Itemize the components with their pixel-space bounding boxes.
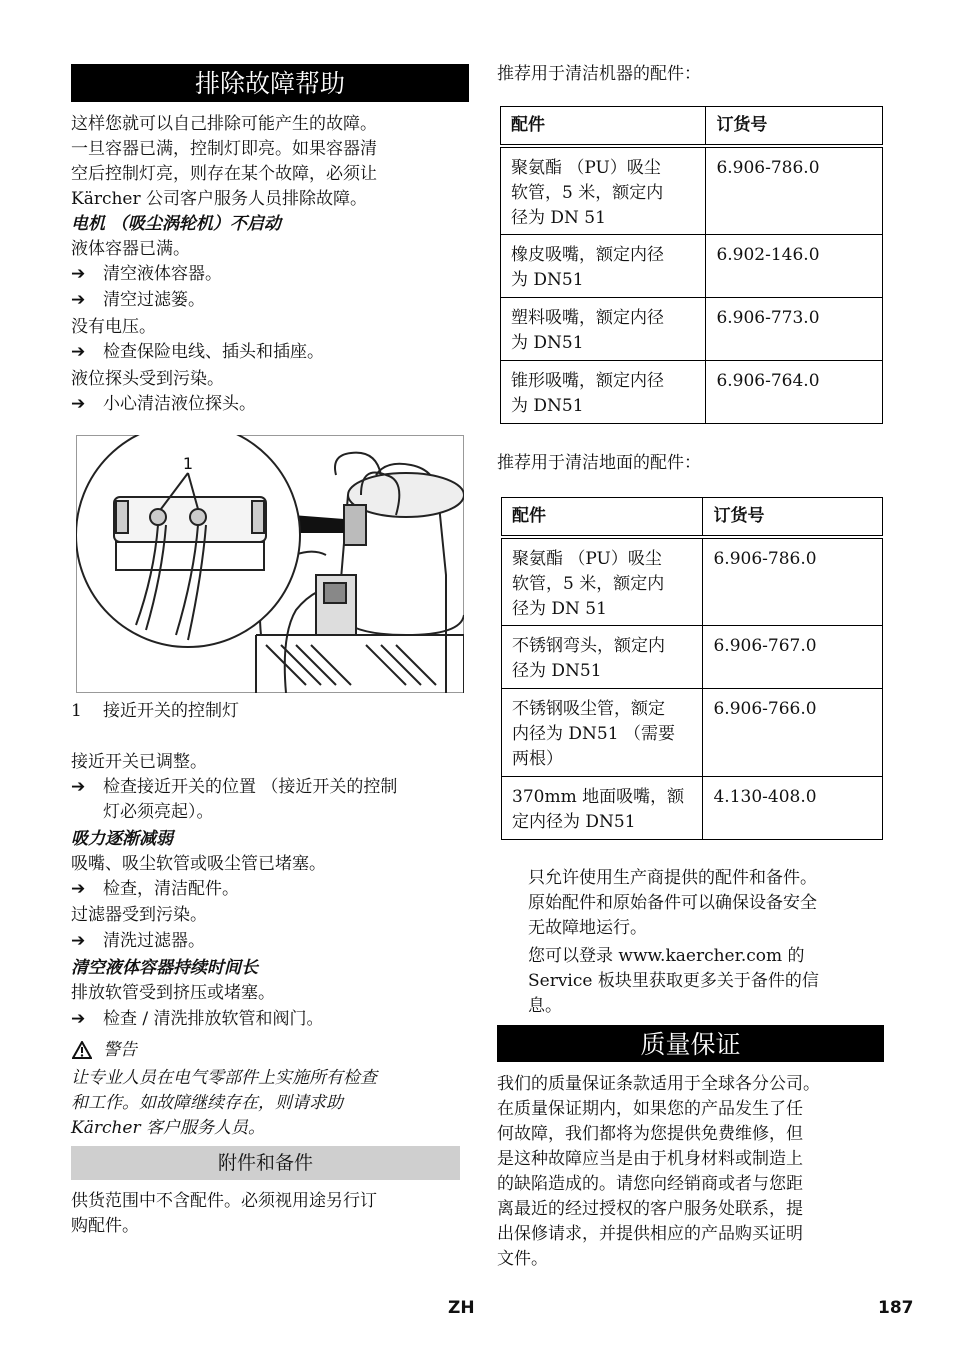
- arrow-icon: ➔: [71, 264, 86, 284]
- action-check-accessories: 检查，清洁配件。: [103, 879, 239, 899]
- order-cell: 6.906-786.0: [706, 146, 883, 234]
- cause-probe: 液位探头受到污染。: [71, 369, 224, 389]
- cause-blocked: 吸嘴、吸尘软管或吸尘管已堵塞。: [71, 854, 326, 874]
- accessories-intro-2: 购配件。: [71, 1216, 139, 1236]
- col-order-header: 订货号: [706, 107, 883, 147]
- arrow-icon: ➔: [71, 394, 86, 414]
- note-line-1: 只允许使用生产商提供的配件和备件。: [528, 868, 817, 888]
- warranty-line-6: 离最近的经过授权的客户服务处联系，提: [497, 1199, 803, 1219]
- table-row: [502, 537, 883, 625]
- col-part-header: 配件: [501, 107, 706, 147]
- warranty-line-3: 何故障，我们都将为您提供免费维修，但: [497, 1124, 803, 1144]
- emptying-heading: 清空液体容器持续时间长: [71, 958, 258, 978]
- arrow-icon: ➔: [71, 931, 86, 951]
- part-cell: 不锈钢弯头，额定内 径为 DN51: [502, 625, 703, 688]
- warranty-line-5: 的缺陷造成的。请您向经销商或者与您距: [497, 1174, 803, 1194]
- note-line-2: 原始配件和原始备件可以确保设备安全: [528, 893, 817, 913]
- note-line-3: 无故障地运行。: [528, 918, 647, 938]
- order-cell: 6.906-773.0: [706, 297, 883, 360]
- warranty-line-1: 我们的质量保证条款适用于全球各分公司。: [497, 1074, 820, 1094]
- part-cell: 锥形吸嘴，额定内径 为 DN51: [501, 360, 706, 423]
- col-part-header: 配件: [502, 498, 703, 538]
- arrow-icon: ➔: [71, 342, 86, 362]
- intro-line-4: Kärcher 公司客户服务人员排除故障。: [71, 189, 368, 209]
- cause-full: 液体容器已满。: [71, 239, 190, 259]
- caption-number: 1: [71, 701, 82, 721]
- intro-line-3: 空后控制灯亮，则存在某个故障，必须让: [71, 164, 377, 184]
- arrow-icon: ➔: [71, 290, 86, 310]
- caption-text: 接近开关的控制灯: [103, 701, 239, 721]
- action-clean-probe: 小心清洁液位探头。: [103, 394, 256, 414]
- arrow-icon: ➔: [71, 777, 86, 797]
- table-header-row: [502, 498, 883, 538]
- action-switch-line-2: 灯必须亮起）。: [103, 802, 214, 822]
- footer-language: ZH: [448, 1298, 475, 1318]
- note-line-5: Service 板块里获取更多关于备件的信: [528, 971, 819, 991]
- part-cell: 聚氨酯 （PU）吸尘 软管，5 米，额定内 径为 DN 51: [501, 146, 706, 234]
- table-row: [501, 234, 883, 297]
- action-clean-filter: 清洗过滤器。: [103, 931, 205, 951]
- machine-accessories-label: 推荐用于清洁机器的配件：: [497, 64, 701, 84]
- cause-switch: 接近开关已调整。: [71, 752, 207, 772]
- cause-no-power: 没有电压。: [71, 317, 156, 337]
- order-cell: 6.906-764.0: [706, 360, 883, 423]
- suction-heading: 吸力逐渐减弱: [71, 829, 173, 849]
- part-cell: 不锈钢吸尘管，额定 内径为 DN51 （需要 两根）: [502, 688, 703, 776]
- order-cell: 6.902-146.0: [706, 234, 883, 297]
- order-cell: 4.130-408.0: [703, 776, 883, 839]
- part-cell: 370mm 地面吸嘴，额 定内径为 DN51: [502, 776, 703, 839]
- figure-label: 1: [182, 454, 194, 473]
- note-line-6: 息。: [528, 996, 562, 1016]
- note-line-4: 您可以登录 www.kaercher.com 的: [528, 946, 805, 966]
- warranty-line-8: 文件。: [497, 1249, 548, 1269]
- warning-label: 警告: [103, 1040, 137, 1060]
- order-cell: 6.906-767.0: [703, 625, 883, 688]
- motor-heading: 电机 （吸尘涡轮机）不启动: [71, 214, 281, 234]
- part-cell: 聚氨酯 （PU）吸尘 软管，5 米，额定内 径为 DN 51: [502, 537, 703, 625]
- table-row: [502, 688, 883, 776]
- table-header-row: [501, 107, 883, 147]
- table-row: [501, 360, 883, 423]
- action-hose: 检查 / 清洗排放软管和阀门。: [103, 1009, 324, 1029]
- accessories-intro-1: 供货范围中不含配件。必须视用途另行订: [71, 1191, 377, 1211]
- accessories-title: 附件和备件: [71, 1146, 460, 1180]
- machine-accessories-table: [500, 106, 883, 424]
- footer-page-number: 187: [878, 1298, 914, 1318]
- arrow-icon: ➔: [71, 879, 86, 899]
- action-empty-filter: 清空过滤篓。: [103, 290, 205, 310]
- warning-line-3: Kärcher 客户服务人员。: [71, 1118, 266, 1138]
- order-cell: 6.906-786.0: [703, 537, 883, 625]
- cause-hose: 排放软管受到挤压或堵塞。: [71, 983, 275, 1003]
- warning-line-2: 和工作。如故障继续存在，则请求助: [71, 1093, 343, 1113]
- order-cell: 6.906-766.0: [703, 688, 883, 776]
- table-row: [501, 146, 883, 234]
- action-check-power: 检查保险电线、插头和插座。: [103, 342, 324, 362]
- warning-line-1: 让专业人员在电气零部件上实施所有检查: [71, 1068, 377, 1088]
- part-cell: 橡皮吸嘴，额定内径 为 DN51: [501, 234, 706, 297]
- part-cell: 塑料吸嘴，额定内径 为 DN51: [501, 297, 706, 360]
- warning-icon: [72, 1041, 92, 1059]
- warranty-line-2: 在质量保证期内，如果您的产品发生了任: [497, 1099, 803, 1119]
- table-row: [502, 625, 883, 688]
- warranty-line-7: 出保修请求，并提供相应的产品购买证明: [497, 1224, 803, 1244]
- machine-illustration: [76, 435, 464, 693]
- intro-line-2: 一旦容器已满，控制灯即亮。如果容器清: [71, 139, 377, 159]
- action-switch-line-1: 检查接近开关的位置 （接近开关的控制: [103, 777, 398, 797]
- troubleshooting-title: 排除故障帮助: [71, 64, 469, 102]
- col-order-header: 订货号: [703, 498, 883, 538]
- action-empty-container: 清空液体容器。: [103, 264, 222, 284]
- floor-accessories-label: 推荐用于清洁地面的配件：: [497, 453, 701, 473]
- warranty-title: 质量保证: [497, 1025, 884, 1062]
- arrow-icon: ➔: [71, 1009, 86, 1029]
- cause-filter-dirty: 过滤器受到污染。: [71, 905, 207, 925]
- floor-accessories-table: [501, 497, 883, 840]
- intro-line-1: 这样您就可以自己排除可能产生的故障。: [71, 114, 377, 134]
- table-row: [502, 776, 883, 839]
- table-row: [501, 297, 883, 360]
- warranty-line-4: 是这种故障应当是由于机身材料或制造上: [497, 1149, 803, 1169]
